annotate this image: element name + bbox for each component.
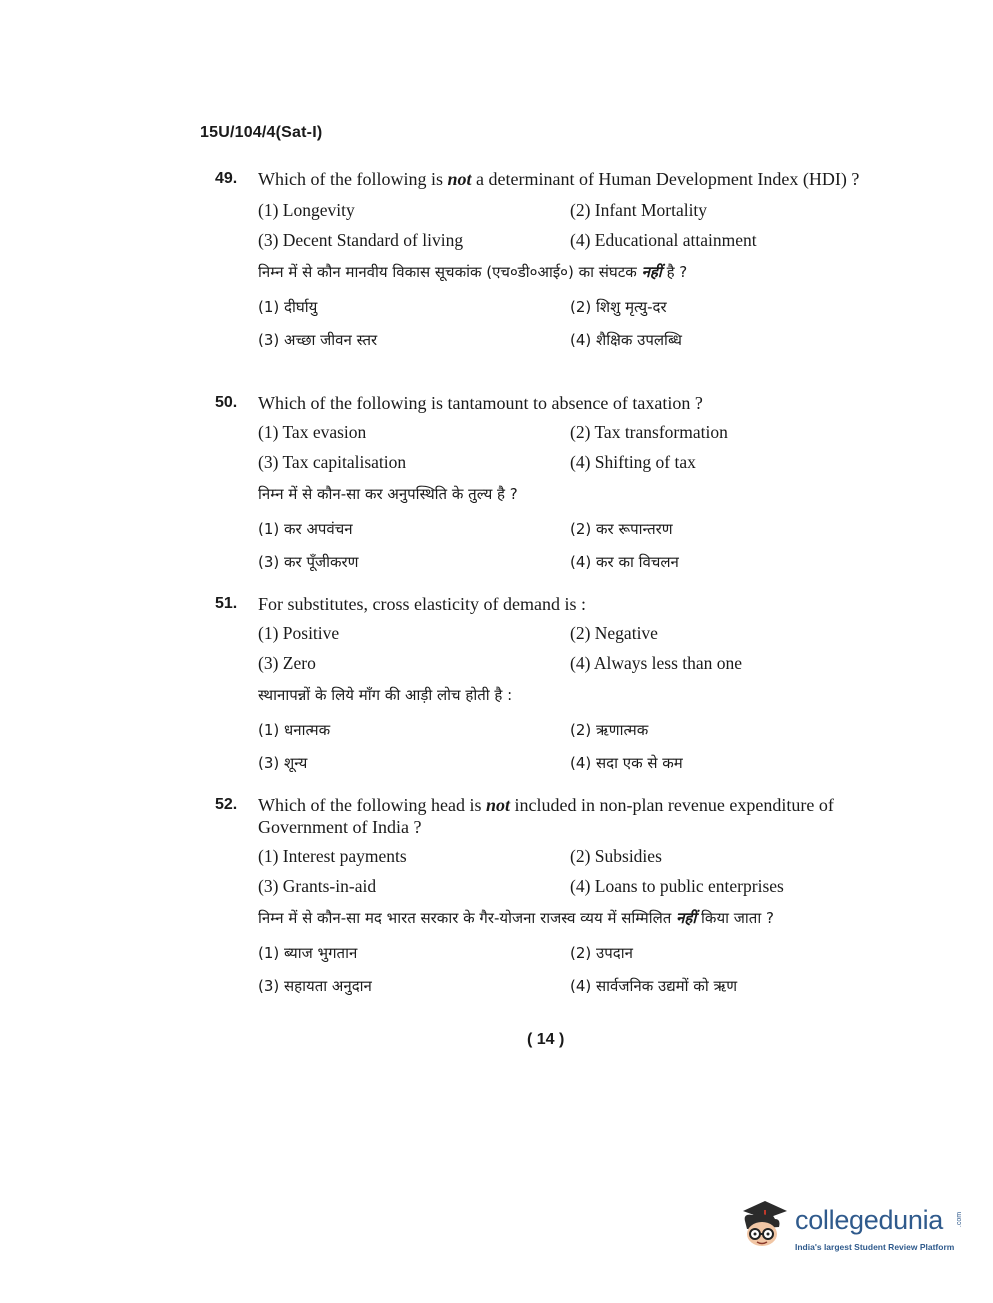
question-50 [215,392,885,578]
question-number: 52. [215,796,238,813]
question-text-hi: निम्न में से कौन-सा कर अनुपस्थिति के तुल्य है ? [258,485,518,503]
question-number: 49. [215,170,238,187]
brand-domain: .com [956,1211,964,1228]
option-en-1: (1) Positive [258,623,340,643]
option-hi-2: (2) ऋणात्मक [570,720,649,739]
brand-tagline: India's largest Student Review Platform [795,1242,955,1252]
collegedunia-watermark [735,1195,965,1265]
option-en-2: (2) Tax transformation [570,422,728,442]
option-en-3: (3) Grants-in-aid [258,876,377,896]
question-text-en: Which of the following is not a determinant of Human Development Index (HDI) ? [258,169,860,189]
option-en-1: (1) Interest payments [258,846,407,866]
options-hi [258,290,885,356]
question-text-hi: निम्न में से कौन मानवीय विकास सूचकांक (एच०डी०आई०) का संघटक नहीं है ? [258,263,688,281]
options-hi [258,512,885,578]
option-en-4: (4) Educational attainment [570,230,757,250]
option-en-3: (3) Zero [258,653,316,673]
option-en-2: (2) Infant Mortality [570,200,708,220]
option-en-2: (2) Subsidies [570,846,662,866]
option-hi-1: (1) दीर्घायु [258,297,318,316]
options-hi [258,936,885,1002]
option-en-4: (4) Shifting of tax [570,452,696,472]
question-text-hi: स्थानापन्नों के लिये माँग की आड़ी लोच होती है : [258,686,513,704]
page-number: ( 14 ) [527,1031,565,1048]
option-hi-3: (3) सहायता अनुदान [258,976,372,995]
option-hi-4: (4) कर का विचलन [570,552,679,571]
option-en-1: (1) Tax evasion [258,422,367,442]
question-number: 51. [215,595,238,612]
option-hi-1: (1) कर अपवंचन [258,519,353,538]
question-number: 50. [215,394,238,411]
option-en-2: (2) Negative [570,623,658,643]
option-hi-4: (4) सार्वजनिक उद्यमों को ऋण [570,976,738,995]
option-hi-2: (2) उपदान [570,943,633,962]
question-text-hi: निम्न में से कौन-सा मद भारत सरकार के गैर-योजना राजस्व व्यय में सम्मिलित नहीं किया जाता ? [258,909,774,927]
option-en-3: (3) Tax capitalisation [258,452,407,472]
student-mascot-icon [735,1197,793,1253]
option-hi-2: (2) शिशु मृत्यु-दर [570,297,667,316]
option-en-4: (4) Always less than one [570,653,743,673]
question-51 [215,593,885,779]
option-hi-4: (4) शैक्षिक उपलब्धि [570,330,682,349]
option-hi-2: (2) कर रूपान्तरण [570,519,673,538]
option-hi-3: (3) कर पूँजीकरण [258,552,359,571]
question-49 [215,168,885,356]
question-text-en: Which of the following is tantamount to absence of taxation ? [258,393,703,413]
question-52 [215,794,885,1002]
option-hi-3: (3) शून्य [258,753,308,772]
options-en [258,417,885,477]
question-text-en: For substitutes, cross elasticity of demand is : [258,594,586,614]
options-en [258,618,885,678]
option-en-4: (4) Loans to public enterprises [570,876,784,896]
option-hi-1: (1) ब्याज भुगतान [258,943,358,962]
options-hi [258,713,885,779]
question-text-en: Which of the following head is not included in non-plan revenue expenditure of Government of India ? [258,795,834,837]
option-hi-3: (3) अच्छा जीवन स्तर [258,330,378,349]
option-en-1: (1) Longevity [258,200,355,220]
option-hi-4: (4) सदा एक से कम [570,753,683,772]
option-hi-1: (1) धनात्मक [258,720,331,739]
brand-name: collegedunia [795,1205,944,1235]
options-en [258,841,885,901]
option-en-3: (3) Decent Standard of living [258,230,464,250]
options-en [258,195,885,255]
paper-code: 15U/104/4(Sat-I) [200,124,323,141]
